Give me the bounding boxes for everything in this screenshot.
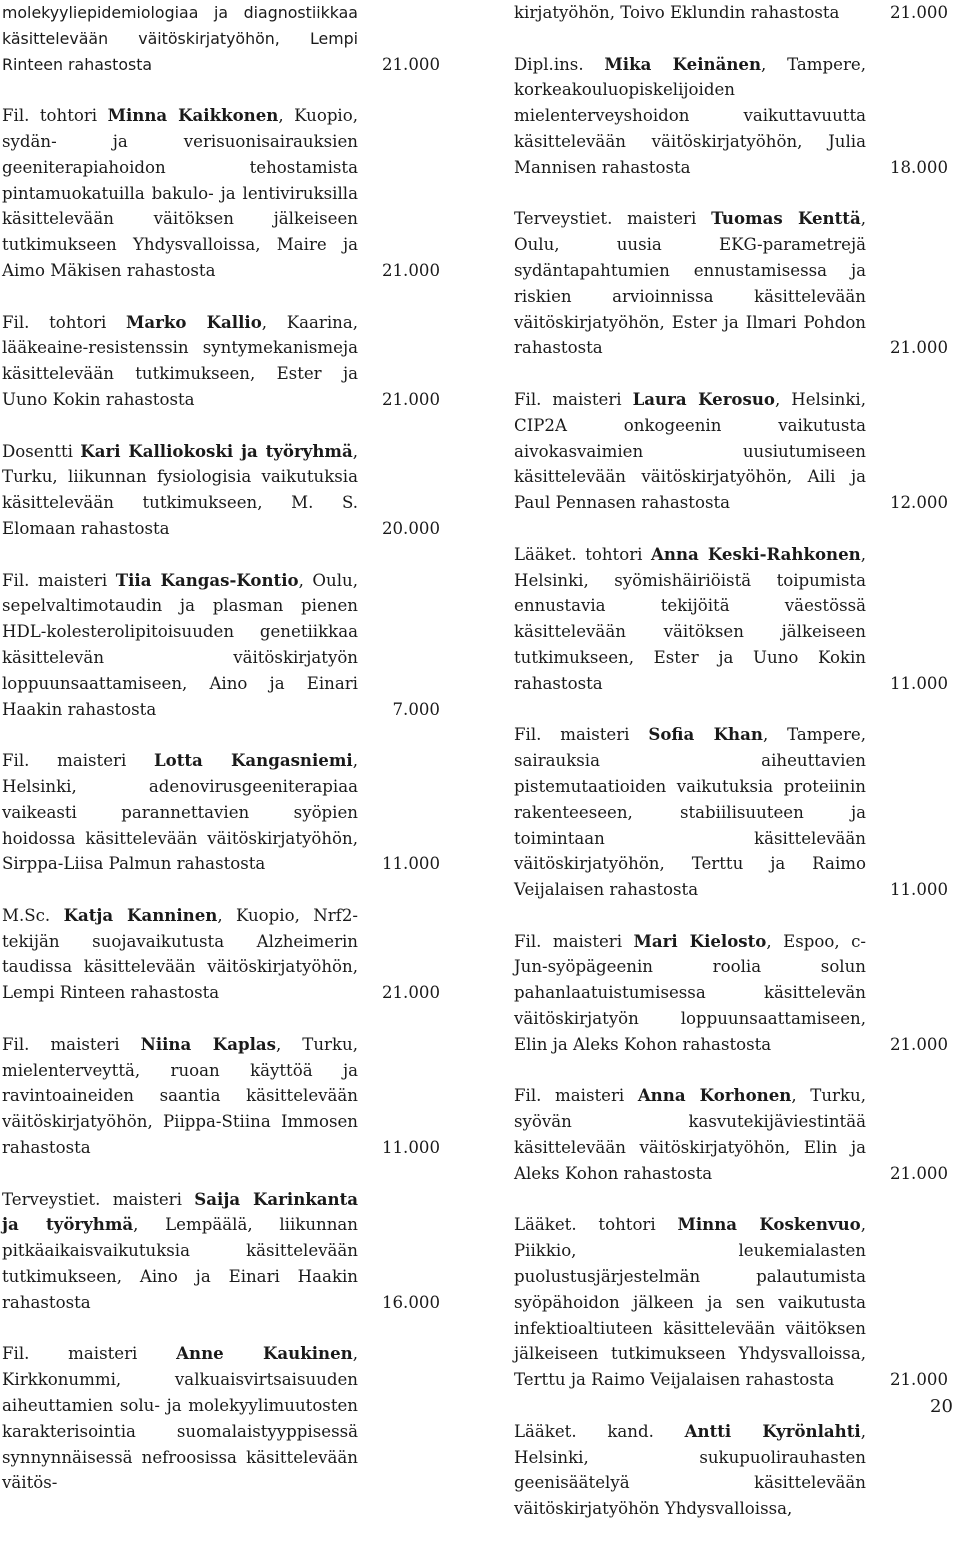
entry-title: Terveystiet. maisteri bbox=[514, 209, 712, 229]
recipient-name: Anna Keski-Rahkonen bbox=[651, 543, 861, 564]
entry-title: M.Sc. bbox=[2, 905, 64, 925]
grant-entry bbox=[2, 1032, 440, 1161]
recipient-name: Mari Kielosto bbox=[633, 930, 767, 951]
entry-text: , Kuopio, sydän- ja verisuonisairauksien geeniterapiahoidon tehostamista pintamuokatuilla bakulo- ja lentiviruksilla käsittelevään väitöksen jälkeiseen tutkimukseen Yhdysvalloissa, Maire ja Aimo Mäkisen rahastosta bbox=[2, 106, 359, 280]
recipient-name: Lotta Kangasniemi bbox=[153, 750, 353, 771]
grant-entry bbox=[2, 439, 440, 542]
recipient-name: Anna Korhonen bbox=[637, 1085, 792, 1106]
grant-amount: 21.000 bbox=[381, 389, 440, 409]
entry-title: Lääket. tohtori bbox=[514, 1215, 678, 1235]
grant-amount: 11.000 bbox=[889, 880, 948, 900]
entry-text: , Helsinki, CIP2A onkogeenin vaikutusta aivokasvaimien uusiutumiseen käsittelevään väitöskirjatyöhön, Aili ja Paul Pennasen rahastosta bbox=[514, 389, 867, 513]
grant-amount: 11.000 bbox=[381, 1138, 440, 1158]
grant-entry bbox=[2, 310, 440, 413]
entry-text: , Kuopio, Nrf2-tekijän suojavaikutusta Alzheimerin taudissa käsittelevään väitöskirjatyöhön, Lempi Rinteen rahastosta bbox=[2, 905, 358, 1003]
grant-entry bbox=[514, 1083, 948, 1186]
entry-title: Fil. maisteri bbox=[2, 751, 154, 771]
entry-title: Dipl.ins. bbox=[514, 54, 605, 74]
entry-title: Fil. tohtori bbox=[2, 106, 108, 126]
recipient-name: Minna Kaikkonen bbox=[107, 105, 279, 126]
entry-text: , Helsinki, syömishäiriöistä toipumista ennustavia tekijöitä väestössä käsittelevään väitöksen jälkeiseen tutkimukseen, Ester ja Uuno Kokin rahastosta bbox=[514, 544, 866, 693]
recipient-name: Minna Koskenvuo bbox=[677, 1214, 861, 1235]
grant-entry bbox=[514, 542, 948, 697]
entry-text: molekyyliepidemiologiaa ja diagnostiikkaa käsittelevään väitöskirjatyöhön, Lempi Rinteen rahastosta bbox=[2, 3, 358, 74]
entry-text: , Tampere, korkeakouluopiskelijoiden mielenterveyshoidon vaikuttavuutta käsittelevään väitöskirjatyöhön, Julia Mannisen rahastosta bbox=[514, 54, 866, 177]
grant-amount: 21.000 bbox=[889, 338, 948, 358]
entry-text: , Turku, syövän kasvutekijäviestintää käsittelevään väitöskirjatyöhön, Elin ja Aleks Kohon rahastosta bbox=[514, 1086, 866, 1183]
entry-title: Terveystiet. maisteri bbox=[2, 1189, 195, 1209]
grant-entry bbox=[514, 1419, 948, 1522]
grant-entry bbox=[2, 748, 440, 877]
entry-title: Fil. maisteri bbox=[514, 931, 634, 951]
entry-text: , Oulu, uusia EKG-parametrejä sydäntapahtumien ennustamisessa ja riskien arvioinnissa käsittelevään väitöskirjatyöhön, Ester ja Ilmari Pohdon rahastosta bbox=[514, 209, 866, 358]
grant-amount: 21.000 bbox=[381, 54, 440, 74]
grant-entry bbox=[514, 387, 948, 516]
grant-entry bbox=[2, 568, 440, 723]
grant-amount: 21.000 bbox=[381, 260, 440, 280]
grant-amount: 21.000 bbox=[889, 1370, 948, 1390]
entry-title: Fil. maisteri bbox=[2, 1344, 177, 1364]
grant-amount: 20.000 bbox=[381, 518, 440, 538]
entry-text: kirjatyöhön, Toivo Eklundin rahastosta bbox=[514, 3, 840, 22]
grant-entry bbox=[2, 0, 440, 77]
grant-amount: 18.000 bbox=[889, 157, 948, 177]
grant-entry bbox=[514, 0, 948, 26]
left-column bbox=[2, 0, 440, 1522]
grant-entry bbox=[514, 206, 948, 361]
entry-text: , Helsinki, adenovirusgeeniterapiaa vaikeasti parannettavien syöpien hoidossa käsittelevään väitöskirjatyöhön, Sirppa-Liisa Palmun rahastosta bbox=[2, 751, 358, 874]
entry-title: Fil. tohtori bbox=[2, 312, 126, 332]
grant-amount: 11.000 bbox=[889, 673, 948, 693]
recipient-name: Laura Kerosuo bbox=[632, 388, 775, 409]
entry-text: , Tampere, sairauksia aiheuttavien pistemutaatioiden vaikutuksia proteiinin rakenteeseen, stabiilisuuteen ja toimintaan käsittelevään väitöskirjatyöhön, Terttu ja Raimo Veijalaisen rahastosta bbox=[514, 725, 866, 900]
grant-amount: 21.000 bbox=[889, 1034, 948, 1054]
entry-title: Fil. maisteri bbox=[514, 389, 633, 409]
entry-text: , Helsinki, sukupuolirauhasten geenisäätelyä käsittelevään väitöskirjatyöhön Yhdysvalloissa, bbox=[514, 1421, 866, 1519]
grant-entry bbox=[514, 52, 948, 181]
grant-entry bbox=[2, 903, 440, 1006]
recipient-name: Antti Kyrönlahti bbox=[684, 1420, 861, 1441]
grant-amount: 11.000 bbox=[381, 854, 440, 874]
recipient-name: Mika Keinänen bbox=[604, 53, 762, 74]
page-number: 20 bbox=[930, 1396, 953, 1417]
entry-text: , Espoo, c-Jun-syöpägeenin roolia solun pahanlaatuistumisessa käsittelevän väitöskirjatyön loppuunsaattamiseen, Elin ja Aleks Kohon rahastosta bbox=[514, 931, 866, 1054]
grant-amount: 7.000 bbox=[392, 699, 440, 719]
grant-entry bbox=[2, 1187, 440, 1316]
entry-title: Dosentti bbox=[2, 441, 81, 461]
grant-entry bbox=[514, 722, 948, 903]
grant-entry bbox=[2, 103, 440, 284]
recipient-name: Tuomas Kenttä bbox=[711, 208, 861, 229]
entry-title: Fil. maisteri bbox=[2, 1034, 141, 1054]
recipient-name: Niina Kaplas bbox=[140, 1033, 276, 1054]
entry-text: , Lempäälä, liikunnan pitkäaikaisvaikutuksia käsittelevään tutkimukseen, Aino ja Einari Haakin rahastosta bbox=[2, 1215, 358, 1312]
recipient-name: Katja Kanninen bbox=[63, 904, 218, 925]
recipient-name: Kari Kalliokoski ja työryhmä bbox=[80, 440, 353, 461]
entry-text: , Oulu, sepelvaltimotaudin ja plasman pienen HDL-kolesterolipitoisuuden genetiikkaa käsittelevän väitöskirjatyön loppuunsaattamiseen, Aino ja Einari Haakin rahastosta bbox=[2, 570, 358, 719]
grant-amount: 21.000 bbox=[889, 1163, 948, 1183]
right-column bbox=[514, 0, 948, 1548]
entry-title: Fil. maisteri bbox=[514, 1086, 638, 1106]
recipient-name: Anne Kaukinen bbox=[176, 1343, 353, 1364]
grant-amount: 21.000 bbox=[381, 983, 440, 1003]
entry-text: , Kaarina, lääkeaine-resistenssin syntymekanismeja käsittelevään tutkimukseen, Ester ja Uuno Kokin rahastosta bbox=[2, 312, 358, 409]
entry-title: Lääket. tohtori bbox=[514, 544, 651, 564]
grant-amount: 21.000 bbox=[889, 3, 948, 22]
recipient-name: Marko Kallio bbox=[126, 311, 262, 332]
grant-amount: 12.000 bbox=[889, 493, 948, 513]
recipient-name: Sofia Khan bbox=[648, 724, 763, 745]
entry-text: , Turku, mielenterveyttä, ruoan käyttöä ja ravintoaineiden saantia käsittelevään väitöskirjatyöhön, Piippa-Stiina Immosen rahastosta bbox=[2, 1034, 358, 1158]
recipient-name: Saija Karinkanta ja työryhmä bbox=[2, 1188, 358, 1235]
grant-entry bbox=[514, 1212, 948, 1393]
recipient-name: Tiia Kangas-Kontio bbox=[115, 569, 299, 590]
grant-amount: 16.000 bbox=[381, 1292, 440, 1312]
entry-text: , Kirkkonummi, valkuaisvirtsaisuuden aiheuttamien solu- ja molekyylimuutosten karakterisointia suomalaistyyppisessä synnynnäisessä nefroosissa käsittelevään väitös- bbox=[2, 1344, 358, 1493]
entry-text: , Turku, liikunnan fysiologisia vaikutuksia käsittelevään tutkimukseen, M. S. Elomaan rahastosta bbox=[2, 441, 358, 538]
entry-title: Lääket. kand. bbox=[514, 1421, 685, 1441]
entry-title: Fil. maisteri bbox=[2, 570, 116, 590]
entry-text: , Piikkio, leukemialasten puolustusjärjestelmän palautumista syöpähoidon jälkeen ja sen vaikutusta infektioaltiuteen käsittelevään väitöksen jälkeiseen tutkimukseen Yhdysvalloissa, Terttu ja Raimo Veijalaisen rahastosta bbox=[514, 1215, 866, 1390]
grant-entry bbox=[514, 929, 948, 1058]
grant-entry bbox=[2, 1341, 440, 1496]
entry-title: Fil. maisteri bbox=[514, 725, 649, 745]
